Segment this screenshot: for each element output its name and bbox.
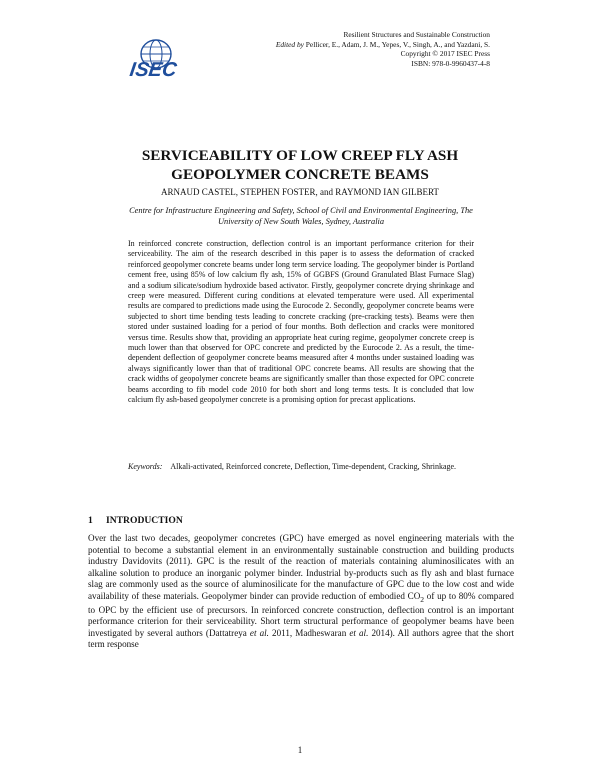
title-line-1: SERVICEABILITY OF LOW CREEP FLY ASH: [141, 147, 459, 164]
abstract: In reinforced concrete construction, deflection control is an important performance criterion for their serviceability. The aim of the research described in this paper is to assess the deformation of cracked reinforced geopolymer concrete beams under long term service loading. The geopolymer binder is Portland cement free, using 85% of low calcium fly ash, 15% of GGBFS (Ground Granulated Blast Furnace Slag) and a sodium silicate/sodium hydroxide based activator. Firstly, geopolymer concrete drying shrinkage and creep were measured. Different curing conditions at elevated temperature were used. All experimental results are compared to predictions made using the Eurocode 2. Secondly, geopolymer concrete beams were subjected to short time bending tests leading to concrete cracking (pre-cracking tests). Beams were then stored under sustained loading for a period of four months. Both deflection and cracks were monitored versus time. Results show that, providing an appropriate heat curing regime, geopolymer concrete creep is much lower than that observed for OPC concrete and predicted by the Eurocode 2. As a result, the time-dependent deflection of geopolymer concrete beams measured after 4 months under sustained loading was always significantly lower than that of traditional OPC concrete beams. All results are showing that the crack widths of geopolymer concrete beams are significantly smaller than those expected for OPC concrete beams according to fib model code 2010 for both short and long terms tests. It is concluded that low calcium fly ash-based geopolymer concrete is a promising option for precast applications.: [128, 239, 474, 405]
edited-by-label: Edited by: [275, 39, 304, 49]
editors: Pellicer, E., Adam, J. M., Yepes, V., Singh, A., and Yazdani, S.: [305, 39, 490, 49]
body-part-4: 2014). All authors agree that the short term response: [88, 627, 515, 650]
section-number: 1: [88, 515, 93, 526]
co2-subscript: 2: [420, 594, 425, 604]
section-heading: [88, 515, 183, 526]
page-number: 1: [297, 745, 303, 755]
paper-title: [0, 146, 600, 184]
editors-line: [170, 40, 490, 50]
body-part-3: 2011, Madheswaran: [268, 627, 350, 638]
keywords-label: Keywords:: [128, 462, 163, 471]
title-line-2: GEOPOLYMER CONCRETE BEAMS: [171, 166, 429, 183]
isbn: ISBN: 978-0-9960437-4-8: [411, 58, 490, 68]
proceedings-title: Resilient Structures and Sustainable Construction: [343, 30, 490, 39]
body-part-2: of up to 80% compared to OPC by the efficient use of precursors. In reinforced concrete construction, deflection control is an important performance criterion for their serviceability. Short term structural performance of geopolymer beams have been investigated by several authors (Dattatreya: [88, 590, 514, 638]
body-part-1: Over the last two decades, geopolymer concretes (GPC) have emerged as novel engineering materials with the potential to become a substantial element in an environmentally sustainable construction and building products industry Davidovits (2011). GPC is the result of the reaction of materials containing aluminosilicates with an alkaline solution to produce an inorganic polymer binder. Industrial by-products such as fly ash and blast furnace slag are commonly used as the source of aluminosilicate for the manufacture of GPC due to the low cost and wide availability of these materials. Geopolymer binder can provide reduction of embodied CO: [88, 533, 514, 601]
author-list: ARNAUD CASTEL, STEPHEN FOSTER, and RAYMOND IAN GILBERT: [161, 187, 439, 197]
section-title: INTRODUCTION: [106, 515, 183, 526]
affiliation: Centre for Infrastructure Engineering and Safety, School of Civil and Environmental Engineering, The University of New South Wales, Sydney, Australia: [129, 206, 473, 226]
keywords: [128, 462, 474, 472]
copyright: Copyright © 2017 ISEC Press: [400, 49, 490, 59]
et-al-1: et al.: [249, 627, 269, 638]
logo-text: ISEC: [128, 59, 179, 81]
et-al-2: et al.: [349, 627, 369, 638]
keywords-text: Alkali-activated, Reinforced concrete, Deflection, Time-dependent, Cracking, Shrinkage.: [170, 462, 457, 471]
proceedings-header: [170, 30, 490, 68]
introduction-paragraph: [88, 533, 514, 651]
